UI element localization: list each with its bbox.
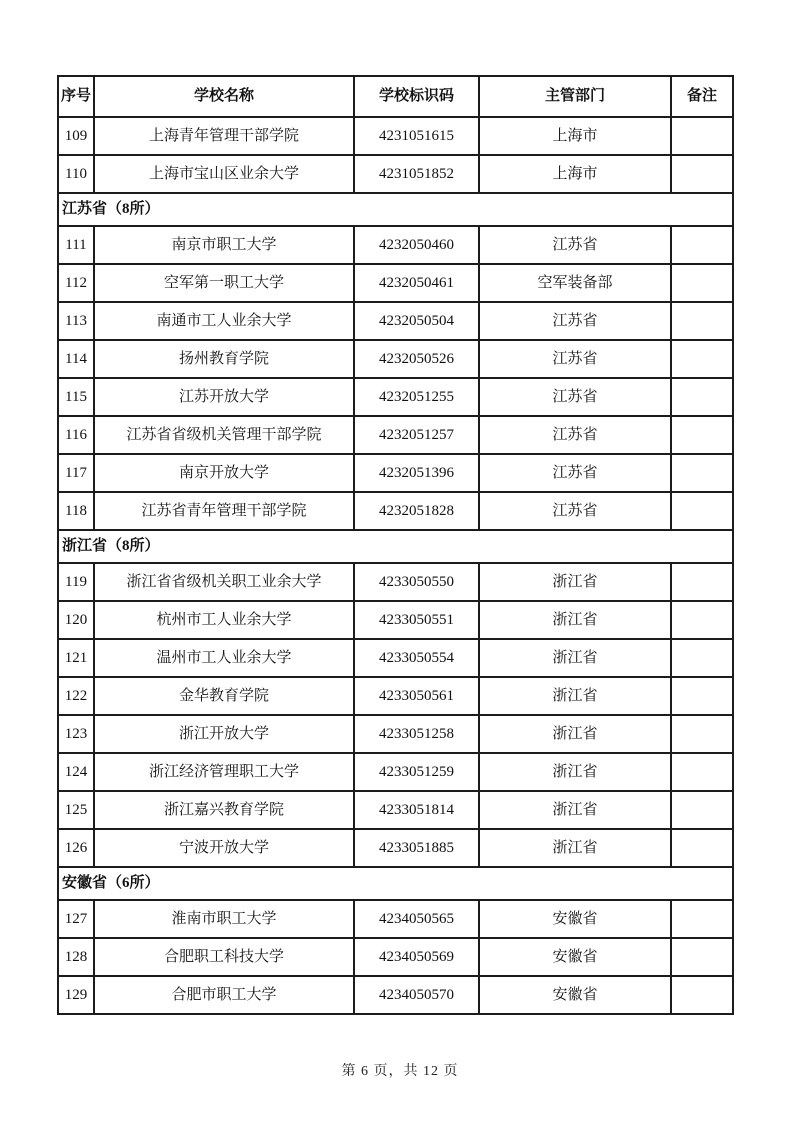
section-row (58, 193, 733, 226)
table-row (58, 829, 733, 867)
cell-dept: 江苏省 (479, 454, 671, 492)
cell-code: 4233050550 (354, 563, 479, 601)
cell-code: 4233051885 (354, 829, 479, 867)
cell-code: 4232050461 (354, 264, 479, 302)
table-row (58, 416, 733, 454)
cell-name: 上海青年管理干部学院 (94, 117, 354, 155)
cell-code: 4232051828 (354, 492, 479, 530)
cell-no: 122 (58, 677, 94, 715)
section-label: 浙江省（8所） (58, 530, 733, 563)
cell-dept: 安徽省 (479, 938, 671, 976)
cell-name: 南京市职工大学 (94, 226, 354, 264)
cell-name: 杭州市工人业余大学 (94, 601, 354, 639)
cell-note (671, 677, 733, 715)
table-header-row (58, 76, 733, 117)
cell-code: 4234050569 (354, 938, 479, 976)
cell-note (671, 117, 733, 155)
cell-no: 114 (58, 340, 94, 378)
cell-dept: 浙江省 (479, 677, 671, 715)
cell-note (671, 378, 733, 416)
cell-dept: 江苏省 (479, 226, 671, 264)
cell-note (671, 155, 733, 193)
cell-note (671, 226, 733, 264)
cell-dept: 浙江省 (479, 715, 671, 753)
cell-no: 128 (58, 938, 94, 976)
cell-no: 115 (58, 378, 94, 416)
table-row (58, 454, 733, 492)
cell-dept: 空军装备部 (479, 264, 671, 302)
cell-code: 4232050460 (354, 226, 479, 264)
header-cell: 学校标识码 (354, 76, 479, 117)
table-row (58, 976, 733, 1014)
cell-no: 112 (58, 264, 94, 302)
cell-name: 浙江开放大学 (94, 715, 354, 753)
cell-name: 扬州教育学院 (94, 340, 354, 378)
cell-name: 金华教育学院 (94, 677, 354, 715)
cell-name: 空军第一职工大学 (94, 264, 354, 302)
cell-note (671, 492, 733, 530)
cell-no: 129 (58, 976, 94, 1014)
cell-note (671, 454, 733, 492)
cell-name: 浙江省省级机关职工业余大学 (94, 563, 354, 601)
cell-dept: 浙江省 (479, 791, 671, 829)
cell-note (671, 829, 733, 867)
cell-dept: 浙江省 (479, 563, 671, 601)
cell-name: 江苏开放大学 (94, 378, 354, 416)
cell-note (671, 416, 733, 454)
table-row (58, 378, 733, 416)
cell-dept: 江苏省 (479, 302, 671, 340)
cell-code: 4233050551 (354, 601, 479, 639)
cell-no: 111 (58, 226, 94, 264)
cell-name: 宁波开放大学 (94, 829, 354, 867)
cell-no: 113 (58, 302, 94, 340)
cell-code: 4232050526 (354, 340, 479, 378)
cell-note (671, 601, 733, 639)
cell-note (671, 753, 733, 791)
cell-code: 4234050570 (354, 976, 479, 1014)
cell-code: 4231051615 (354, 117, 479, 155)
cell-dept: 浙江省 (479, 601, 671, 639)
cell-code: 4232051255 (354, 378, 479, 416)
cell-dept: 安徽省 (479, 900, 671, 938)
table-row (58, 563, 733, 601)
cell-note (671, 976, 733, 1014)
section-label: 江苏省（8所） (58, 193, 733, 226)
header-cell: 主管部门 (479, 76, 671, 117)
table-row (58, 155, 733, 193)
cell-code: 4233051258 (354, 715, 479, 753)
section-label: 安徽省（6所） (58, 867, 733, 900)
table-row (58, 677, 733, 715)
section-row (58, 867, 733, 900)
cell-code: 4234050565 (354, 900, 479, 938)
cell-name: 淮南市职工大学 (94, 900, 354, 938)
cell-note (671, 791, 733, 829)
cell-code: 4232051257 (354, 416, 479, 454)
table-row (58, 264, 733, 302)
table-row (58, 753, 733, 791)
cell-no: 110 (58, 155, 94, 193)
cell-name: 温州市工人业余大学 (94, 639, 354, 677)
cell-note (671, 302, 733, 340)
cell-code: 4233050561 (354, 677, 479, 715)
cell-name: 南京开放大学 (94, 454, 354, 492)
table-row (58, 117, 733, 155)
section-row (58, 530, 733, 563)
cell-note (671, 563, 733, 601)
cell-dept: 江苏省 (479, 416, 671, 454)
cell-note (671, 900, 733, 938)
cell-no: 109 (58, 117, 94, 155)
table-row (58, 340, 733, 378)
cell-name: 江苏省省级机关管理干部学院 (94, 416, 354, 454)
cell-no: 116 (58, 416, 94, 454)
cell-code: 4232051396 (354, 454, 479, 492)
cell-no: 125 (58, 791, 94, 829)
cell-no: 117 (58, 454, 94, 492)
cell-no: 126 (58, 829, 94, 867)
cell-name: 上海市宝山区业余大学 (94, 155, 354, 193)
table-row (58, 791, 733, 829)
cell-note (671, 715, 733, 753)
cell-dept: 江苏省 (479, 492, 671, 530)
cell-name: 合肥职工科技大学 (94, 938, 354, 976)
header-cell: 序号 (58, 76, 94, 117)
cell-no: 118 (58, 492, 94, 530)
header-cell: 备注 (671, 76, 733, 117)
cell-name: 浙江嘉兴教育学院 (94, 791, 354, 829)
cell-code: 4233050554 (354, 639, 479, 677)
cell-dept: 浙江省 (479, 639, 671, 677)
table-row (58, 639, 733, 677)
table-row (58, 492, 733, 530)
cell-no: 120 (58, 601, 94, 639)
cell-no: 124 (58, 753, 94, 791)
cell-dept: 上海市 (479, 117, 671, 155)
cell-no: 119 (58, 563, 94, 601)
cell-code: 4233051259 (354, 753, 479, 791)
cell-note (671, 639, 733, 677)
table-row (58, 938, 733, 976)
cell-no: 123 (58, 715, 94, 753)
cell-dept: 浙江省 (479, 753, 671, 791)
table-row (58, 226, 733, 264)
cell-no: 127 (58, 900, 94, 938)
cell-name: 江苏省青年管理干部学院 (94, 492, 354, 530)
cell-note (671, 264, 733, 302)
cell-code: 4231051852 (354, 155, 479, 193)
cell-code: 4232050504 (354, 302, 479, 340)
page-footer: 第 6 页，共 12 页 (341, 1064, 459, 1079)
cell-dept: 安徽省 (479, 976, 671, 1014)
table-row (58, 601, 733, 639)
cell-name: 合肥市职工大学 (94, 976, 354, 1014)
cell-no: 121 (58, 639, 94, 677)
cell-dept: 上海市 (479, 155, 671, 193)
cell-dept: 江苏省 (479, 340, 671, 378)
table-row (58, 302, 733, 340)
cell-code: 4233051814 (354, 791, 479, 829)
table-row (58, 715, 733, 753)
cell-name: 浙江经济管理职工大学 (94, 753, 354, 791)
cell-dept: 浙江省 (479, 829, 671, 867)
cell-name: 南通市工人业余大学 (94, 302, 354, 340)
cell-note (671, 340, 733, 378)
table-row (58, 900, 733, 938)
cell-dept: 江苏省 (479, 378, 671, 416)
header-cell: 学校名称 (94, 76, 354, 117)
schools-table (57, 75, 734, 1015)
cell-note (671, 938, 733, 976)
